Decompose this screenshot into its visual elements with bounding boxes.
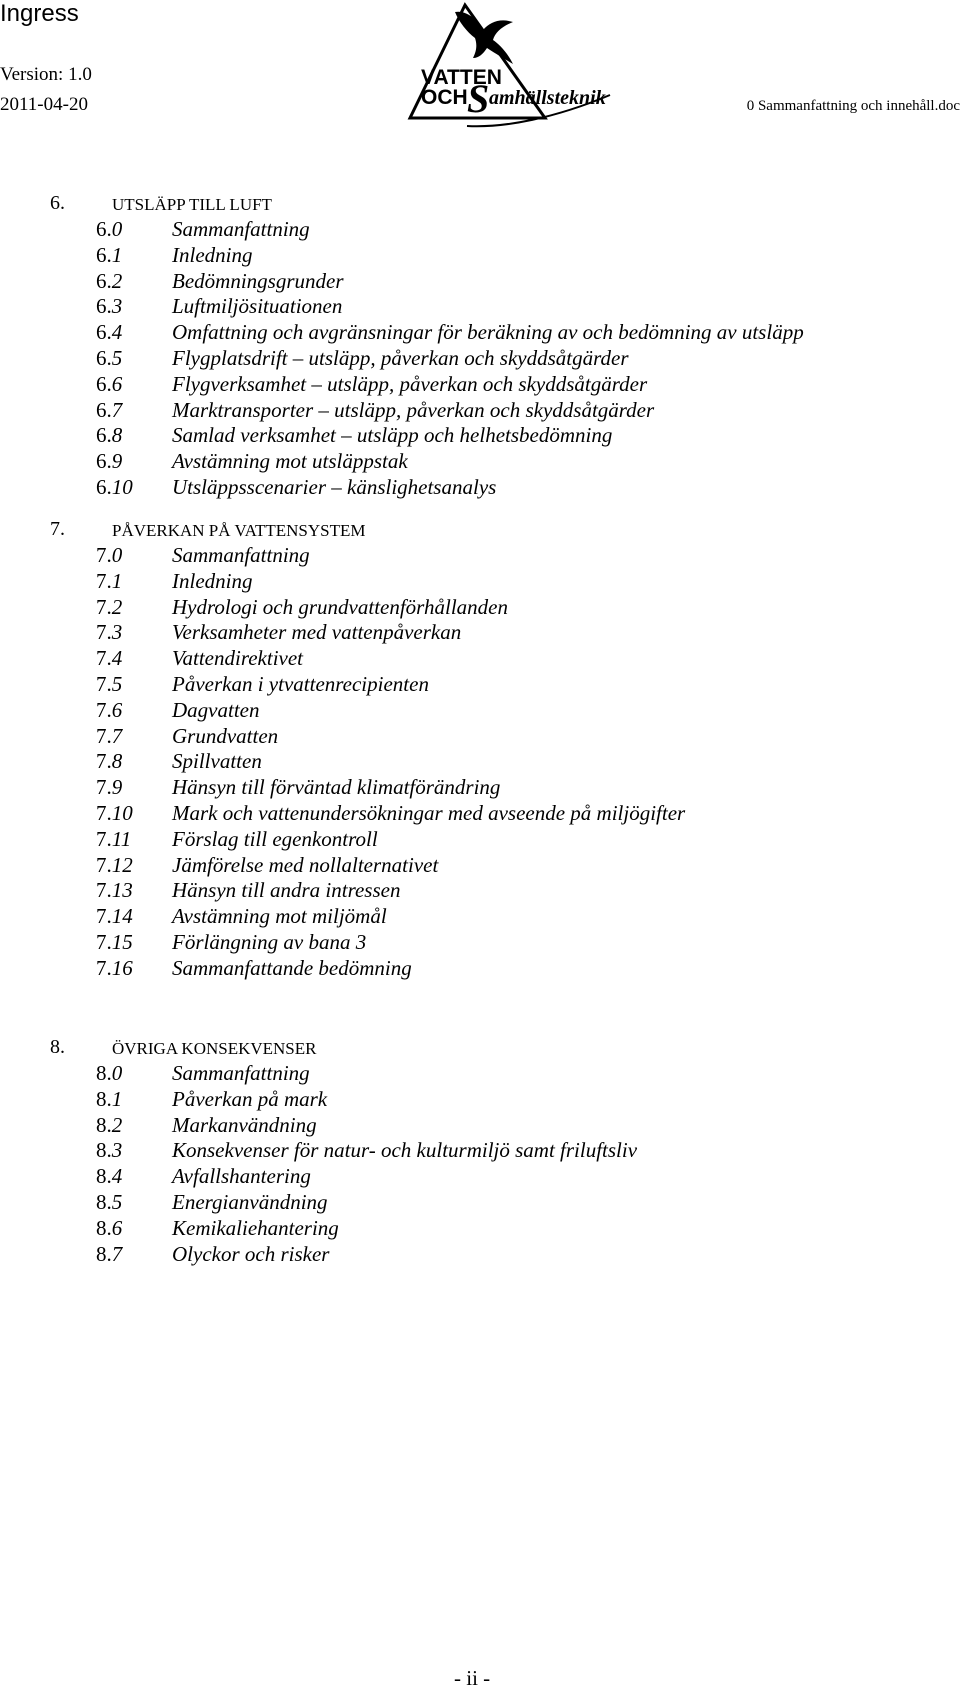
toc-entry-number — [96, 1240, 122, 1268]
document-date: 2011-04-20 — [0, 94, 88, 115]
section-title: PÅVERKAN PÅ VATTENSYSTEM — [112, 521, 366, 540]
toc-entry-number-major: 8. — [96, 1112, 112, 1137]
toc-entry-number-major: 6. — [96, 217, 112, 241]
toc-entry-number-minor: 2 — [111, 1112, 123, 1137]
toc-entry-title: Konsekvenser för natur- och kulturmiljö samt friluftsliv — [172, 1138, 638, 1163]
section-number: 8. — [50, 1036, 65, 1058]
logo-graphic — [395, 0, 650, 142]
toc-entry-number-major: 7. — [96, 826, 112, 851]
toc-entry-number-minor: 15 — [111, 930, 133, 954]
toc-entry-number — [96, 370, 122, 398]
section-title: UTSLÄPP TILL LUFT — [112, 195, 272, 214]
toc-entry-number — [96, 473, 133, 501]
toc-entry-number-minor: 9 — [111, 775, 123, 800]
toc-entry-number — [96, 1188, 122, 1216]
toc-entry-number-major: 7. — [96, 723, 112, 748]
toc-entry-number-minor: 1 — [111, 568, 123, 593]
toc-entry-number — [96, 618, 122, 646]
toc-entry-title: Vattendirektivet — [172, 646, 304, 671]
toc-entry-number-major: 6. — [96, 397, 112, 422]
toc-entry-title: Sammanfattning — [172, 1061, 310, 1085]
toc-entry-title: Inledning — [172, 242, 253, 267]
toc-entry-number — [96, 292, 122, 320]
toc-entry-number-minor: 0 — [111, 543, 123, 567]
toc-entry-title: Markanvändning — [172, 1112, 317, 1137]
toc-entry-title: Hydrologi och grundvattenförhållanden — [172, 594, 508, 619]
toc-entry-number-major: 8. — [96, 1138, 112, 1163]
toc-entry-number-minor: 6 — [111, 1215, 123, 1240]
toc-entry-number-major: 7. — [96, 672, 112, 696]
toc-entry-title: Förlängning av bana 3 — [172, 930, 367, 954]
toc-entry-number — [96, 541, 122, 569]
toc-entry-number-major: 8. — [96, 1164, 112, 1189]
toc-entry-title: Avstämning mot miljömål — [172, 904, 387, 929]
toc-entry-title: Dagvatten — [172, 697, 260, 722]
toc-entry-number-major: 7. — [96, 904, 112, 929]
toc-entry-number-minor: 6 — [111, 697, 123, 722]
section-title: ÖVRIGA KONSEKVENSER — [112, 1039, 317, 1058]
toc-entry-number-major: 7. — [96, 878, 112, 903]
toc-entry-title: Förslag till egenkontroll — [172, 826, 378, 851]
toc-entry-number-minor: 12 — [111, 852, 133, 877]
toc-entry-title: Jämförelse med nollalternativet — [172, 852, 439, 877]
toc-entry-number-major: 7. — [96, 594, 112, 619]
toc-entry-number — [96, 1162, 122, 1190]
toc-entry-number — [96, 1136, 122, 1164]
toc-entry-number-major: 7. — [96, 775, 112, 800]
toc-entry-number — [96, 954, 133, 982]
toc-entry-title: Samlad verksamhet – utsläpp och helhetsbedömning — [172, 423, 613, 448]
toc-entry-number-major: 7. — [96, 543, 112, 567]
toc-entry-number-major: 7. — [96, 749, 112, 774]
toc-entry-number-minor: 9 — [111, 449, 123, 474]
toc-entry-number-minor: 5 — [111, 1190, 123, 1214]
toc-entry-number-minor: 3 — [111, 294, 123, 319]
toc-entry-number-minor: 8 — [111, 423, 123, 448]
toc-entry-title: Påverkan i ytvattenrecipienten — [172, 672, 429, 696]
toc-entry-title: Flygplatsdrift – utsläpp, påverkan och skyddsåtgärder — [172, 346, 629, 370]
company-logo — [395, 0, 650, 142]
toc-entry-number-minor: 13 — [111, 878, 133, 903]
toc-entry-title: Grundvatten — [172, 723, 279, 748]
toc-entry-title: Kemikaliehantering — [172, 1215, 339, 1240]
toc-entry-number-minor: 0 — [111, 1061, 123, 1085]
toc-entry-number-major: 7. — [96, 955, 112, 980]
logo-text-vatten: VATTEN — [421, 66, 502, 89]
toc-entry-number-minor: 7 — [111, 723, 123, 748]
toc-entry-number — [96, 876, 133, 904]
toc-entry-number-minor: 6 — [111, 371, 123, 396]
toc-entry-number — [96, 799, 133, 827]
toc-entry-title: Sammanfattande bedömning — [172, 955, 412, 980]
toc-entry-number — [96, 215, 122, 243]
toc-entry-title: Mark och vattenundersökningar med avseende på miljögifter — [172, 801, 686, 825]
toc-entry-title: Energianvändning — [172, 1190, 328, 1214]
toc-entry-title: Hänsyn till andra intressen — [172, 878, 401, 903]
section-number: 6. — [50, 192, 65, 214]
toc-entry-title: Sammanfattning — [172, 543, 310, 567]
toc-entry-number-major: 6. — [96, 371, 112, 396]
version-label: Version: 1.0 — [0, 64, 92, 85]
toc-entry-number-minor: 4 — [111, 320, 123, 345]
logo-text-samhallsteknik: amhällsteknik — [489, 87, 606, 109]
toc-entry-number — [96, 644, 122, 672]
toc-entry-title: Spillvatten — [172, 749, 262, 774]
toc-entry-number-minor: 8 — [111, 749, 123, 774]
section-number: 7. — [50, 518, 65, 540]
toc-entry-number — [96, 670, 122, 698]
toc-entry-title: Omfattning och avgränsningar för beräkning av och bedömning av utsläpp — [172, 320, 804, 345]
toc-entry-number — [96, 421, 122, 449]
toc-entry-number-minor: 1 — [111, 1086, 123, 1111]
toc-entry-number-major: 6. — [96, 242, 112, 267]
toc-entry-title: Verksamheter med vattenpåverkan — [172, 620, 462, 645]
toc-entry-title: Avstämning mot utsläppstak — [172, 449, 408, 474]
toc-entry-number-minor: 5 — [111, 672, 123, 696]
toc-entry-number-major: 6. — [96, 294, 112, 319]
toc-entry-number-minor: 10 — [111, 801, 133, 825]
toc-entry-number — [96, 593, 122, 621]
toc-entry-number-major: 6. — [96, 449, 112, 474]
toc-entry-number-major: 7. — [96, 930, 112, 954]
toc-entry-number-major: 8. — [96, 1086, 112, 1111]
toc-entry-number-major: 7. — [96, 697, 112, 722]
toc-entry-number-major: 7. — [96, 568, 112, 593]
toc-entry-number — [96, 241, 122, 269]
toc-entry-number — [96, 722, 122, 750]
logo-initial: S — [467, 76, 490, 121]
toc-entry-number — [96, 825, 131, 853]
toc-entry-title: Avfallshantering — [172, 1164, 311, 1189]
toc-entry-number — [96, 567, 122, 595]
toc-entry-number-major: 7. — [96, 801, 112, 825]
toc-entry-number — [96, 267, 122, 295]
toc-entry-number — [96, 928, 133, 956]
toc-entry-title: Inledning — [172, 568, 253, 593]
document-title: Ingress — [0, 0, 79, 27]
toc-entry-number-major: 6. — [96, 268, 112, 293]
toc-entry-number — [96, 344, 122, 372]
toc-entry-number — [96, 1085, 122, 1113]
toc-entry-title: Olyckor och risker — [172, 1241, 330, 1266]
toc-entry-title: Bedömningsgrunder — [172, 268, 344, 293]
toc-entry-number-major: 6. — [96, 320, 112, 345]
toc-entry-number-minor: 14 — [111, 904, 133, 929]
toc-entry-number-minor: 2 — [111, 268, 123, 293]
toc-entry-number-minor: 3 — [111, 1138, 123, 1163]
toc-entry-number — [96, 851, 133, 879]
toc-entry-title: Flygverksamhet – utsläpp, påverkan och skyddsåtgärder — [172, 371, 648, 396]
toc-entry-number-minor: 11 — [111, 826, 132, 851]
toc-entry-number-major: 7. — [96, 646, 112, 671]
toc-entry-number — [96, 902, 133, 930]
toc-entry-number — [96, 773, 122, 801]
toc-entry-title: Utsläppsscenarier – känslighetsanalys — [172, 475, 497, 499]
toc-entry-title: Sammanfattning — [172, 217, 310, 241]
toc-entry-title: Hänsyn till förväntad klimatförändring — [172, 775, 501, 800]
toc-entry-number-minor: 3 — [111, 620, 123, 645]
toc-entry-number — [96, 696, 122, 724]
toc-entry-number — [96, 747, 122, 775]
toc-entry-number-minor: 0 — [111, 217, 123, 241]
toc-entry-number — [96, 1059, 122, 1087]
toc-entry-number-minor: 4 — [111, 646, 123, 671]
page-number: - ii - — [454, 1666, 491, 1690]
toc-entry-number — [96, 318, 122, 346]
toc-entry-number-minor: 2 — [111, 594, 123, 619]
toc-entry-number-major: 8. — [96, 1215, 112, 1240]
toc-entry-number — [96, 447, 122, 475]
toc-entry-number — [96, 1214, 122, 1242]
document-filename: 0 Sammanfattning och innehåll.doc — [746, 98, 960, 114]
toc-entry-number-minor: 10 — [111, 475, 133, 499]
logo-text-och: OCH — [421, 86, 468, 109]
toc-entry-number-minor: 16 — [111, 955, 133, 980]
toc-entry-number-minor: 4 — [111, 1164, 123, 1189]
toc-entry-number-major: 7. — [96, 620, 112, 645]
toc-entry-number-major: 7. — [96, 852, 112, 877]
toc-entry-number-minor: 7 — [111, 1241, 123, 1266]
toc-entry-number-major: 8. — [96, 1061, 112, 1085]
toc-entry-number-major: 6. — [96, 475, 112, 499]
toc-entry-number-major: 8. — [96, 1241, 112, 1266]
toc-entry-title: Påverkan på mark — [172, 1086, 328, 1111]
toc-entry-number-major: 8. — [96, 1190, 112, 1214]
toc-entry-title: Marktransporter – utsläpp, påverkan och skyddsåtgärder — [172, 397, 655, 422]
toc-entry-number-minor: 1 — [111, 242, 123, 267]
toc-entry-number-major: 6. — [96, 346, 112, 370]
toc-entry-number-minor: 5 — [111, 346, 123, 370]
toc-entry-number — [96, 396, 122, 424]
toc-entry-number-major: 6. — [96, 423, 112, 448]
toc-entry-number — [96, 1111, 122, 1139]
toc-entry-number-minor: 7 — [111, 397, 123, 422]
toc-entry-title: Luftmiljösituationen — [172, 294, 343, 319]
